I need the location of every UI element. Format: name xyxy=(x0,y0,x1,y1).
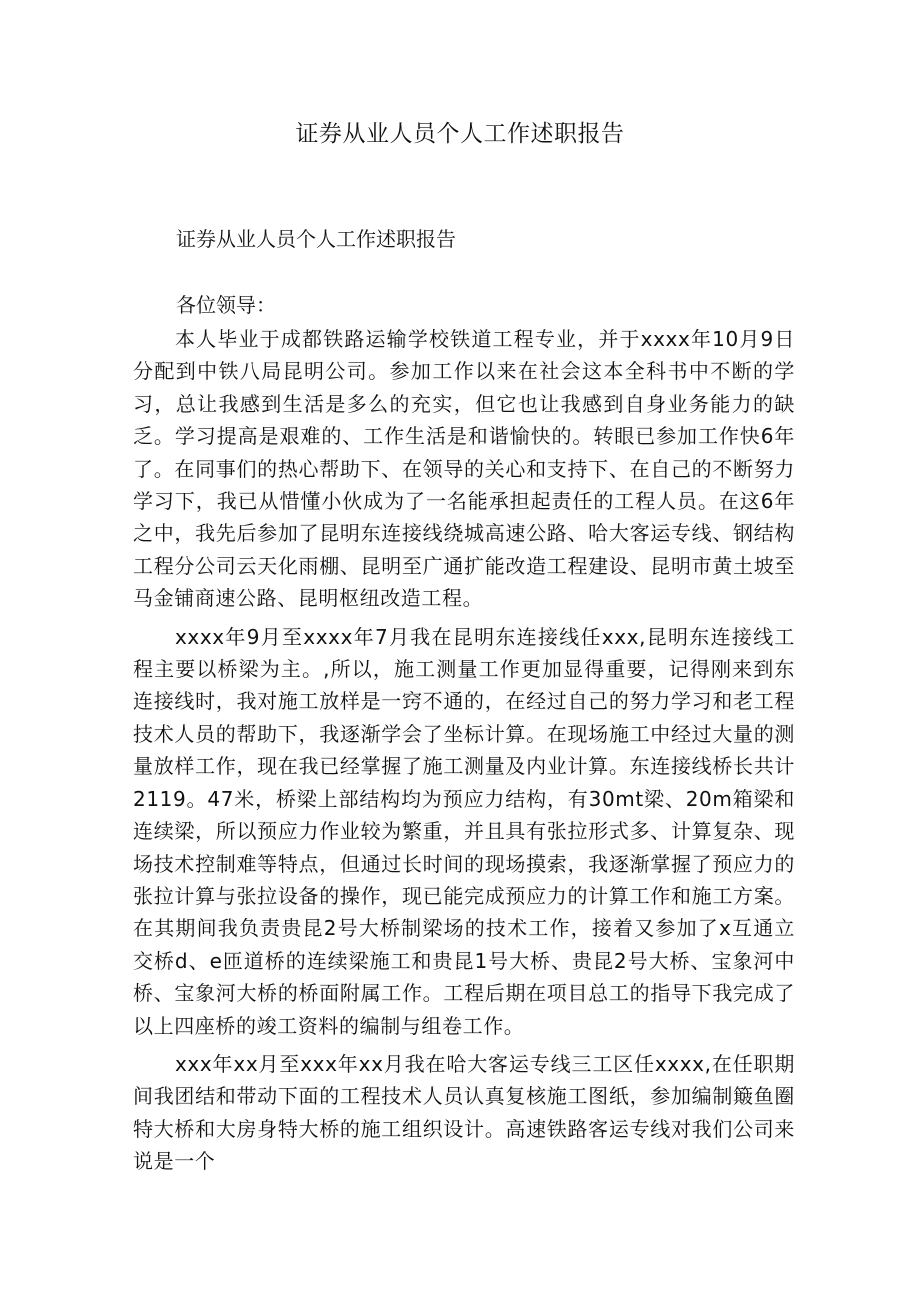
document-title: 证券从业人员个人工作述职报告 xyxy=(295,121,625,147)
salutation: 各位领导： xyxy=(176,293,276,317)
paragraph-2: xxxx年9月至xxxx年7月我在昆明东连接线任xxx,昆明东连接线工程主要以桥梁为主。,所以，施工测量工作更加显得重要，记得刚来到东连接线时，我对施工放样是一窍不通的，在经过自己的努力学习和老工程技术人员的帮助下，我逐渐学会了坐标计算。在现场施工中经过大量的测量放样工作，现在我已经掌握了施工测量及内业计算。东连接线桥长共计2119。47米，桥梁上部结构均为预应力结构，有30mt梁、20m箱梁和连续梁，所以预应力作业较为繁重，并且具有张拉形式多、计算复杂、现场技术控制难等特点，但通过长时间的现场摸索，我逐渐掌握了预应力的张拉计算与张拉设备的操作，现已能完成预应力的计算工作和施工方案。在其期间我负责贵昆2号大桥制梁场的技术工作，接着又参加了x互通立交桥d、e匝道桥的连续梁施工和贵昆1号大桥、贵昆2号大桥、宝象河中桥、宝象河大桥的桥面附属工作。工程后期在项目总工的指导下我完成了以上四座桥的竣工资料的编制与组卷工作。 xyxy=(133,624,795,1038)
document-subtitle: 证券从业人员个人工作述职报告 xyxy=(176,227,456,251)
paragraph-3: xxx年xx月至xxx年xx月我在哈大客运专线三工区任xxxx,在任职期间我团结和带动下面的工程技术人员认真复核施工图纸，参加编制簸鱼圈特大桥和大房身特大桥的施工组织设计。高速铁路客运专线对我们公司来说是一个 xyxy=(133,1051,795,1174)
paragraph-1: 本人毕业于成都铁路运输学校铁道工程专业，并于xxxx年10月9日分配到中铁八局昆明公司。参加工作以来在社会这本全科书中不断的学习，总让我感到生活是多么的充实，但它也让我感到自身业务能力的缺乏。学习提高是艰难的、工作生活是和谐愉快的。转眼已参加工作快6年了。在同事们的热心帮助下、在领导的关心和支持下、在自己的不断努力学习下，我已从惜懂小伙成为了一名能承担起责任的工程人员。在这6年之中，我先后参加了昆明东连接线绕城高速公路、哈大客运专线、钢结构工程分公司云天化雨棚、昆明至广通扩能改造工程建设、昆明市黄土坡至马金铺商速公路、昆明枢纽改造工程。 xyxy=(133,327,795,611)
document-body xyxy=(133,323,795,1184)
